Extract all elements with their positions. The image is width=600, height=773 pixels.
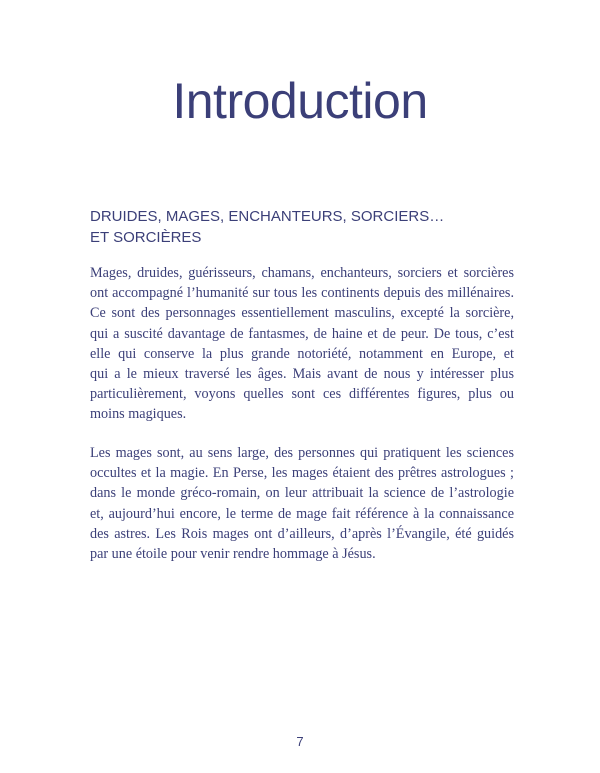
text-line: Les mages sont, au sens large, des personnes qui pratiquent les sciences	[90, 445, 514, 461]
text-line: occultes et la magie. En Perse, les mages étaient des prêtres astrologues ;	[90, 465, 514, 482]
text-line: dans le monde gréco-romain, on leur attribuait la science de l’astrologie	[90, 485, 514, 502]
text-line: qui a le mieux traversé les âges. Mais avant de nous y intéresser plus	[90, 366, 514, 383]
text-line: et, aujourd’hui encore, le terme de mage fait référence à la connaissance	[90, 505, 514, 522]
text-line: par une étoile pour venir rendre hommage à Jésus.	[90, 546, 376, 563]
text-line: moins magiques.	[90, 406, 187, 423]
text-line: des astres. Les Rois mages ont d’ailleurs, d’après l’Évangile, été guidés	[90, 525, 514, 542]
section-heading-line: DRUIDES, MAGES, ENCHANTEURS, SORCIERS…	[90, 208, 445, 225]
text-line: particulièrement, voyons quelles sont ces différentes figures, plus ou	[90, 386, 514, 403]
paragraph-2	[90, 443, 514, 564]
section-heading	[90, 206, 510, 248]
text-line: qui a suscité davantage de fantasmes, de haine et de peur. De tous, c’est	[90, 325, 514, 342]
text-line: elle qui conserve la plus grande notoriété, notamment en Europe, et	[90, 345, 514, 362]
text-line: ont accompagné l’humanité sur tous les continents depuis des millénaires.	[90, 285, 514, 302]
section-heading-line: ET SORCIÈRES	[90, 229, 202, 246]
text-line: Ce sont des personnages essentiellement masculins, excepté la sorcière,	[90, 305, 514, 322]
page-number: 7	[296, 734, 304, 749]
paragraph-1	[90, 263, 514, 425]
page-title: Introduction	[172, 73, 428, 129]
text-line: Mages, druides, guérisseurs, chamans, enchanteurs, sorciers et sorcières	[90, 265, 514, 281]
